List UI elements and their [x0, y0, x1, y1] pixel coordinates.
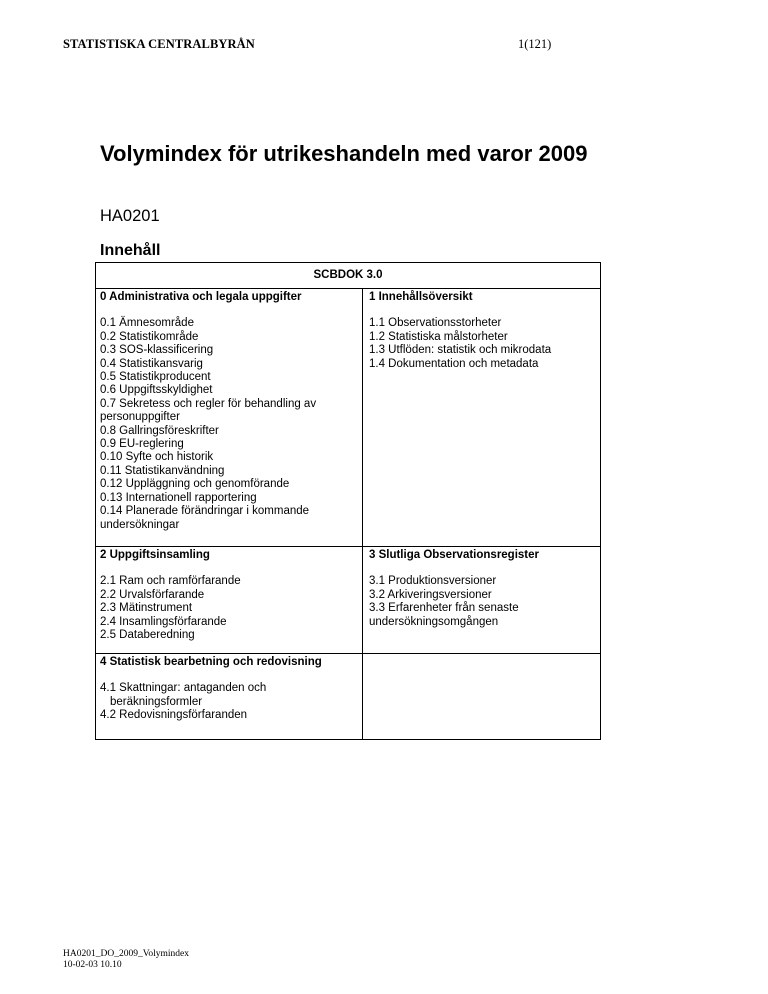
toc-item[interactable]: 0.10 Syfte och historik — [100, 451, 214, 464]
product-code: HA0201 — [100, 207, 160, 225]
toc-item[interactable]: 3.3 Erfarenheter från senaste undersökningsomgången — [369, 602, 519, 628]
footer-filename: HA0201_DO_2009_Volymindex — [63, 949, 189, 959]
divider — [96, 288, 600, 289]
toc-item[interactable]: 3.1 Produktionsversioner — [369, 575, 497, 588]
toc-item[interactable]: 0.11 Statistikanvändning — [100, 464, 225, 477]
toc-section-title: 4 Statistisk bearbetning och redovisning — [100, 656, 322, 668]
toc-item[interactable]: 0.3 SOS-klassificering — [100, 344, 214, 357]
toc-item[interactable]: 0.7 Sekretess och regler för behandling av personuppgifter — [100, 397, 317, 424]
toc-section-3 — [369, 549, 594, 629]
toc-item[interactable]: 0.2 Statistikområde — [100, 330, 199, 343]
toc-item[interactable]: 2.2 Urvalsförfarande — [100, 588, 205, 601]
toc-item[interactable]: 0.9 EU-reglering — [100, 438, 184, 451]
contents-heading: Innehåll — [100, 242, 161, 259]
divider — [362, 288, 363, 739]
toc-item[interactable]: 0.14 Planerade förändringar i kommande undersökningar — [100, 505, 310, 531]
toc-item[interactable]: 1.3 Utflöden: statistik och mikrodata — [369, 344, 552, 357]
toc-section-title: 0 Administrativa och legala uppgifter — [100, 291, 302, 303]
toc-item[interactable]: 0.5 Statistikproducent — [100, 371, 211, 384]
toc-section-0 — [100, 291, 358, 532]
toc-item[interactable]: 0.1 Ämnesområde — [100, 317, 194, 330]
toc-item[interactable]: 1.1 Observationsstorheter — [369, 317, 502, 330]
table-of-contents — [95, 262, 601, 740]
toc-item[interactable]: 0.6 Uppgiftsskyldighet — [100, 384, 213, 397]
toc-section-1 — [369, 291, 599, 371]
toc-item[interactable]: 0.8 Gallringsföreskrifter — [100, 424, 219, 437]
toc-item[interactable]: 1.4 Dokumentation och metadata — [369, 357, 539, 370]
toc-item-continuation: beräkningsformler — [110, 695, 203, 708]
toc-item[interactable]: 0.4 Statistikansvarig — [100, 357, 203, 370]
toc-section-title: 2 Uppgiftsinsamling — [100, 549, 210, 561]
toc-heading: SCBDOK 3.0 — [313, 269, 383, 281]
toc-item[interactable]: 2.1 Ram och ramförfarande — [100, 575, 241, 588]
toc-section-title: 3 Slutliga Observationsregister — [369, 549, 540, 561]
toc-item[interactable]: 3.2 Arkiveringsversioner — [369, 588, 492, 601]
toc-item[interactable]: 2.3 Mätinstrument — [100, 602, 193, 615]
divider — [96, 653, 600, 654]
toc-item[interactable]: 1.2 Statistiska målstorheter — [369, 330, 508, 343]
toc-item[interactable]: 4.1 Skattningar: antaganden och — [100, 682, 267, 695]
toc-section-title: 1 Innehållsöversikt — [369, 291, 473, 303]
toc-section-2 — [100, 549, 358, 642]
document-title: Volymindex för utrikeshandeln med varor 2009 — [100, 141, 588, 166]
header-organization: STATISTISKA CENTRALBYRÅN — [63, 37, 255, 51]
toc-item[interactable]: 2.5 Databeredning — [100, 629, 195, 642]
toc-item[interactable]: 0.13 Internationell rapportering — [100, 491, 257, 504]
divider — [96, 546, 600, 547]
toc-item[interactable]: 0.12 Uppläggning och genomförande — [100, 478, 290, 491]
page-number: 1(121) — [518, 37, 552, 51]
footer-date: 10-02-03 10.10 — [63, 959, 122, 970]
toc-item[interactable]: 4.2 Redovisningsförfaranden — [100, 709, 248, 722]
footer — [63, 949, 189, 970]
toc-section-4 — [100, 656, 358, 723]
toc-item[interactable]: 2.4 Insamlingsförfarande — [100, 615, 227, 628]
